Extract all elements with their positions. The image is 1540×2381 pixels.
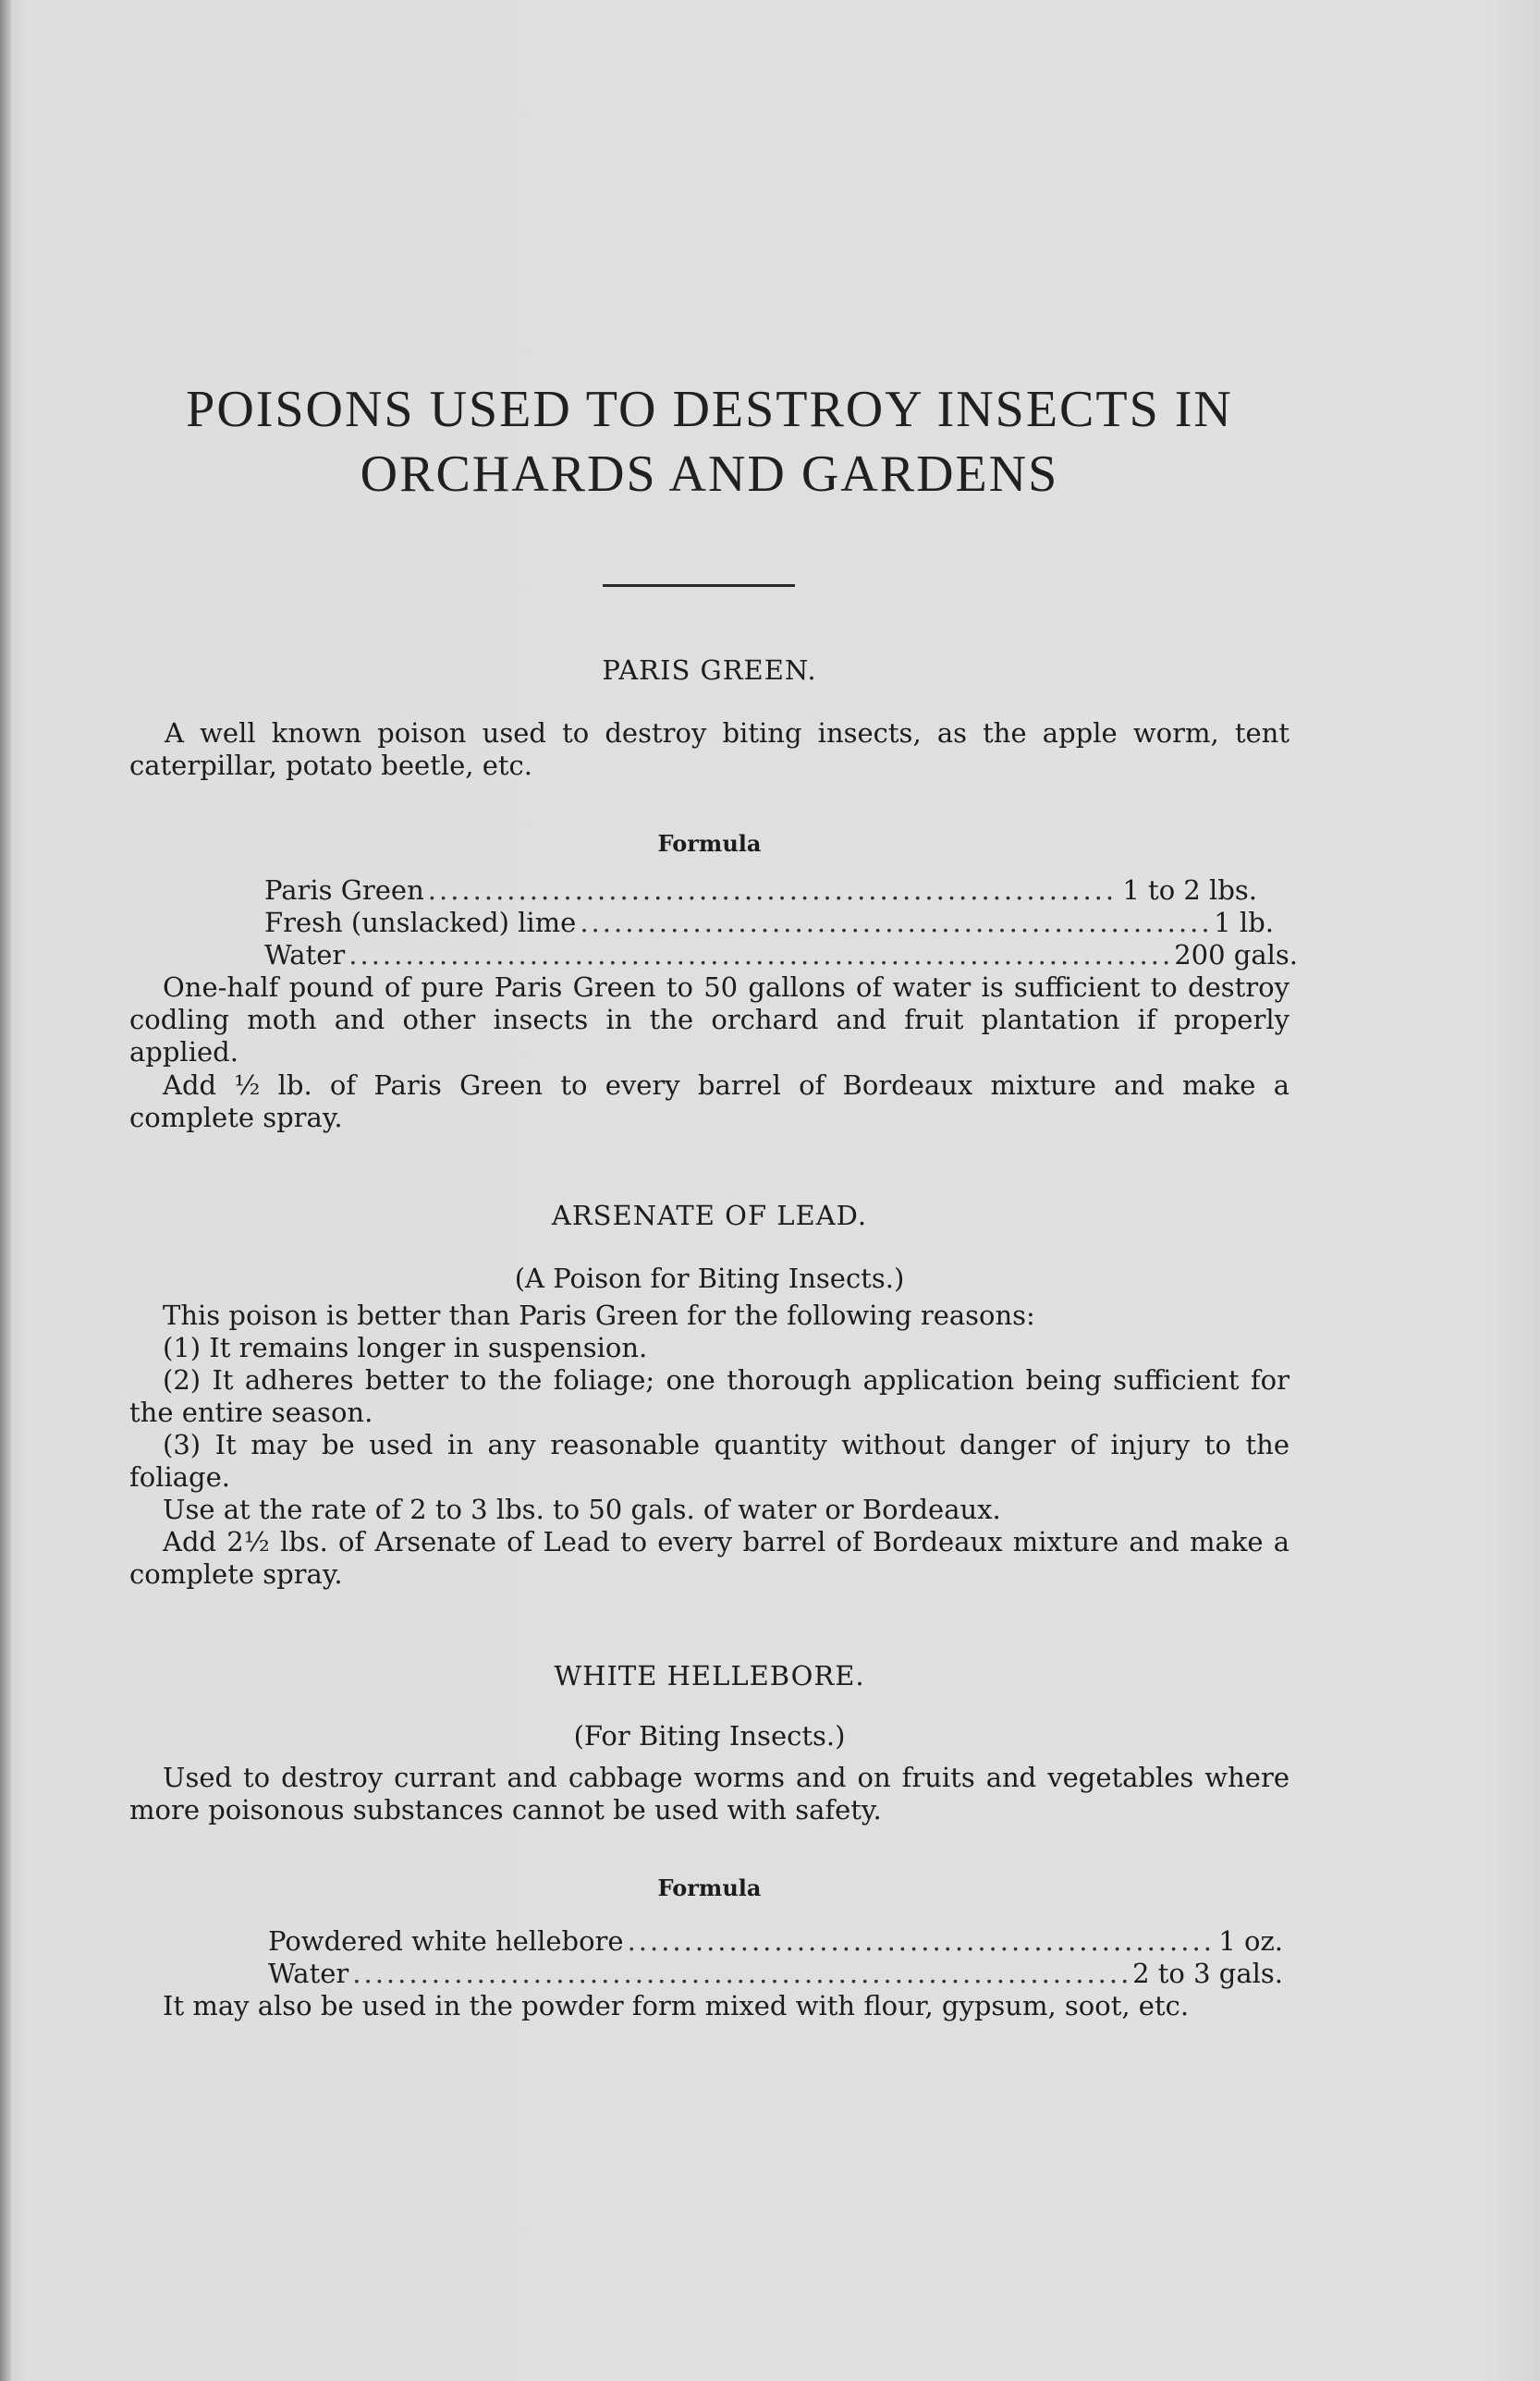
formula-item: Powdered white hellebore	[268, 1925, 624, 1957]
hellebore-note: It may also be used in the powder form mixed with flour, gypsum, soot, etc.	[163, 1990, 1190, 2021]
leader-dots	[580, 907, 1210, 939]
formula-item: Water	[268, 1958, 349, 1989]
arsenate-subheading: (A Poison for Biting Insects.)	[514, 1263, 905, 1294]
formula-item: Paris Green	[264, 874, 424, 906]
formula-row-lime	[264, 907, 1274, 939]
arsenate-reason-1: (1) It remains longer in suspension.	[163, 1332, 648, 1363]
leader-dots	[428, 874, 1119, 907]
hellebore-subheading: (For Biting Insects.)	[573, 1720, 846, 1752]
hellebore-heading: WHITE HELLEBORE.	[554, 1660, 865, 1691]
formula-amount: 1 to 2 lbs.	[1122, 874, 1257, 906]
arsenate-intro: This poison is better than Paris Green for the following reasons:	[163, 1300, 1035, 1331]
arsenate-bordeaux-note: Add 2½ lbs. of Arsenate of Lead to every barrel of Bordeaux mixture and make a complete spray.	[129, 1526, 1289, 1590]
formula-amount: 1 lb.	[1214, 907, 1274, 938]
hellebore-formula-label: Formula	[657, 1874, 762, 1901]
paris-green-heading: PARIS GREEN.	[602, 654, 817, 686]
arsenate-reason-2: (2) It adheres better to the foliage; one thorough application being sufficient for the entire season.	[129, 1364, 1289, 1428]
arsenate-reason-3: (3) It may be used in any reasonable quantity without danger of injury to the foliage.	[129, 1429, 1289, 1493]
formula-row-hellebore	[268, 1925, 1283, 1958]
formula-amount: 1 oz.	[1218, 1925, 1283, 1957]
title-line-1: POISONS USED TO DESTROY INSECTS IN	[186, 381, 1233, 438]
arsenate-heading: ARSENATE OF LEAD.	[551, 1200, 868, 1231]
page-title	[129, 377, 1289, 507]
formula-row-paris-green	[264, 874, 1257, 907]
formula-row-water	[268, 1958, 1283, 1990]
paris-green-intro: A well known poison used to destroy biting insects, as the apple worm, tent caterpillar, potato beetle, etc.	[129, 717, 1289, 781]
paris-green-formula-label: Formula	[657, 830, 762, 857]
leader-dots	[352, 1958, 1129, 1990]
leader-dots	[628, 1925, 1216, 1958]
title-line-2: ORCHARDS AND GARDENS	[360, 446, 1059, 503]
formula-amount: 2 to 3 gals.	[1132, 1958, 1283, 1989]
title-divider	[603, 584, 795, 587]
arsenate-usage: Use at the rate of 2 to 3 lbs. to 50 gals. of water or Bordeaux.	[163, 1494, 1001, 1525]
formula-item: Fresh (unslacked) lime	[264, 907, 577, 938]
paris-green-bordeaux-note: Add ½ lb. of Paris Green to every barrel of Bordeaux mixture and make a complete spray.	[129, 1069, 1289, 1133]
formula-row-water	[264, 939, 1298, 971]
page-edge-shadow	[0, 0, 11, 2381]
leader-dots	[348, 939, 1170, 971]
hellebore-intro: Used to destroy currant and cabbage worms and on fruits and vegetables where more poisonous substances cannot be used with safety.	[129, 1762, 1289, 1825]
formula-amount: 200 gals.	[1174, 939, 1298, 971]
formula-item: Water	[264, 939, 346, 971]
paris-green-paragraph: One-half pound of pure Paris Green to 50 gallons of water is sufficient to destroy codling moth and other insects in the orchard and fruit plantation if properly applied.	[129, 971, 1289, 1068]
